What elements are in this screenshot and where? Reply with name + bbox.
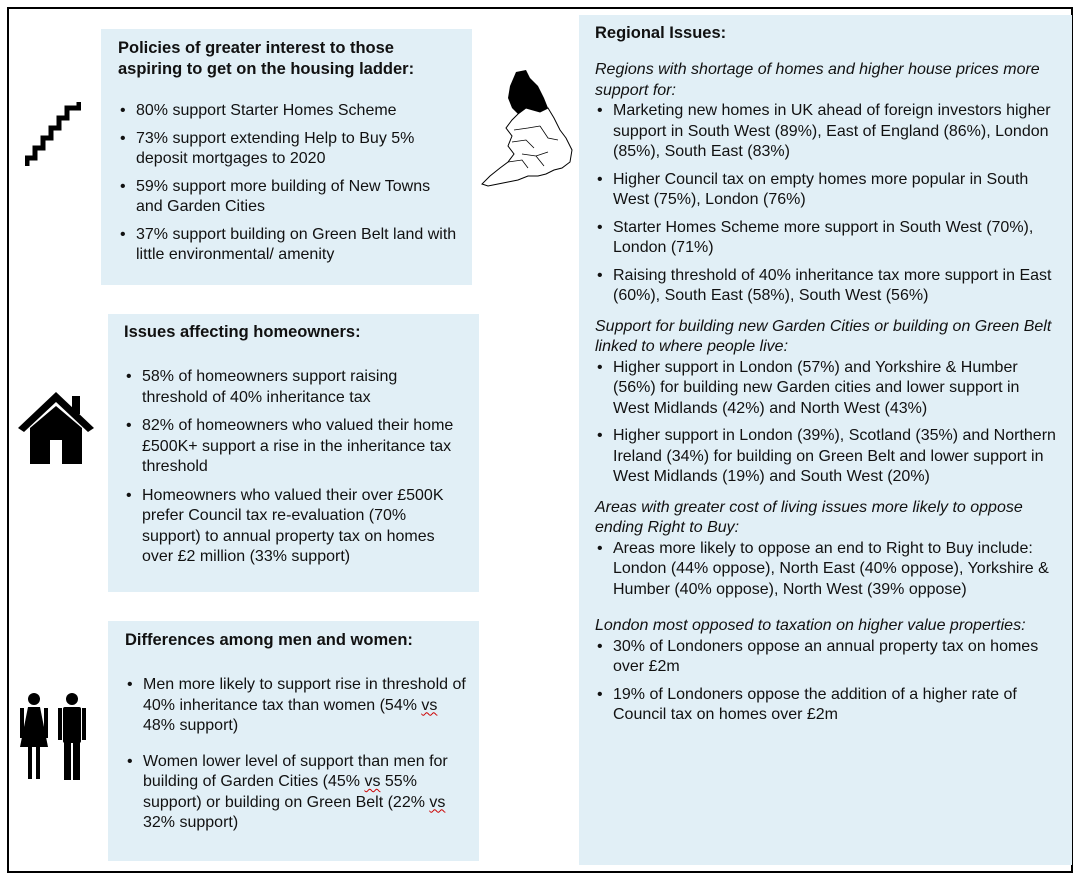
list-item: • 80% support Starter Homes Scheme: [118, 101, 460, 122]
regional-box: [579, 15, 1072, 865]
list-item: • Raising threshold of 40% inheritance tax more support in East (60%), South East (58%), South West (56%): [595, 266, 1058, 307]
list-item: • Higher Council tax on empty homes more popular in South West (75%), London (76%): [595, 170, 1058, 211]
section-heading: Regions with shortage of homes and higher house prices more support for:: [595, 61, 1040, 99]
section-heading: Areas with greater cost of living issues more likely to oppose ending Right to Buy:: [595, 498, 1023, 536]
england-map-icon: [478, 68, 578, 195]
gender-title: Differences among men and women:: [125, 631, 413, 649]
list-item: • Men more likely to support rise in threshold of 40% inheritance tax than women (54% vs 48% support): [125, 675, 467, 737]
section-heading: Support for building new Garden Cities or building on Green Belt linked to where people live:: [595, 317, 1052, 355]
list-item: • Marketing new homes in UK ahead of foreign investors higher support in South West (89%), East of England (86%), London (85%), South East (83%): [595, 101, 1058, 163]
list-item: • 19% of Londoners oppose the addition of a higher rate of Council tax on homes over £2m: [595, 685, 1058, 726]
list-item: • Homeowners who valued their over £500K prefer Council tax re-evaluation (70% support) to annual property tax on homes over £2 million (33% support): [124, 486, 467, 568]
house-icon: [16, 388, 96, 471]
policies-title: Policies of greater interest to those aspiring to get on the housing ladder:: [118, 39, 415, 78]
gender-box: [108, 621, 479, 861]
list-item: • 30% of Londoners oppose an annual property tax on homes over £2m: [595, 637, 1058, 678]
list-item: • 37% support building on Green Belt land with little environmental/ amenity: [118, 225, 460, 266]
list-item: • Higher support in London (39%), Scotland (35%) and Northern Ireland (34%) for building on Green Belt and lower support in West Midlands (19%) and South West (20%): [595, 426, 1058, 488]
homeowners-title: Issues affecting homeowners:: [124, 323, 361, 341]
list-item: • Starter Homes Scheme more support in South West (70%), London (71%): [595, 218, 1058, 259]
policies-list: [118, 101, 460, 266]
policies-box: [101, 29, 472, 285]
regional-section-shortage: [595, 60, 1058, 307]
section-heading: London most opposed to taxation on higher value properties:: [595, 617, 1026, 634]
regional-section-garden-cities: [595, 317, 1058, 488]
gender-list: [125, 675, 467, 834]
regional-section-right-to-buy: [595, 498, 1058, 601]
list-item: • 73% support extending Help to Buy 5% deposit mortgages to 2020: [118, 129, 460, 170]
homeowners-box: [108, 314, 479, 592]
stairs-icon: [25, 100, 81, 173]
homeowners-list: [124, 367, 467, 568]
list-item: • Women lower level of support than men for building of Garden Cities (45% vs 55% support) or building on Green Belt (22% vs 32% support): [125, 752, 467, 834]
regional-section-london-tax: [595, 616, 1058, 726]
list-item: • Areas more likely to oppose an end to Right to Buy include: London (44% oppose), North East (40% oppose), Yorkshire & Humber (40% oppose), North West (39% oppose): [595, 539, 1058, 601]
list-item: • 82% of homeowners who valued their home £500K+ support a rise in the inheritance tax threshold: [124, 416, 467, 478]
list-item: • Higher support in London (57%) and Yorkshire & Humber (56%) for building new Garden cities and lower support in West Midlands (42%) and North West (43%): [595, 358, 1058, 420]
list-item: • 58% of homeowners support raising threshold of 40% inheritance tax: [124, 367, 467, 408]
list-item: • 59% support more building of New Towns and Garden Cities: [118, 177, 460, 218]
regional-title: Regional Issues:: [595, 24, 727, 42]
man-woman-icon: [18, 692, 92, 787]
